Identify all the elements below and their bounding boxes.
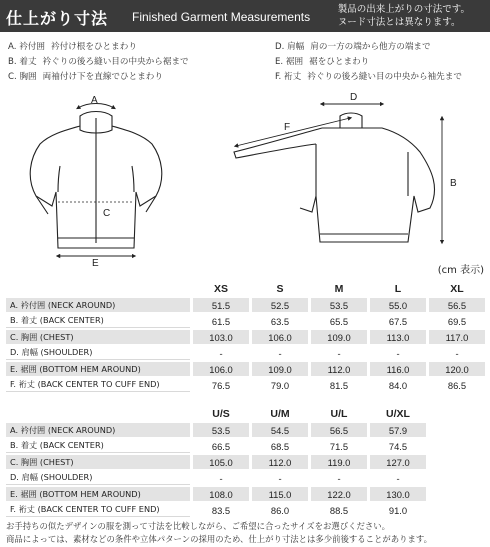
title-jp: 仕上がり寸法 <box>6 9 109 28</box>
table1-header-row <box>6 281 485 296</box>
header-note-line1: 製品の出来上がりの寸法です。 <box>337 4 470 15</box>
table-row <box>6 487 426 501</box>
table-cell: 56.5 <box>311 423 367 437</box>
garment-diagram-svg <box>0 88 490 266</box>
row-label: D. 肩幅 (SHOULDER) <box>6 471 190 485</box>
back-garment <box>234 113 435 242</box>
measure-f-arrow <box>236 118 350 146</box>
row-label: E. 裾囲 (BOTTOM HEM AROUND) <box>6 487 190 501</box>
table-cell: 116.0 <box>370 362 426 376</box>
table-cell: 52.5 <box>252 298 308 312</box>
definition-b: B. 着丈 衿ぐりの後ろ縫い目の中央から裾まで <box>8 57 189 67</box>
row-label: F. 裄丈 (BACK CENTER TO CUFF END) <box>6 378 190 392</box>
table-cell: 61.5 <box>193 314 249 328</box>
table-cell: 84.0 <box>370 378 426 392</box>
label-b: B <box>450 178 457 189</box>
definition-e: E. 裾囲 裾をひとまわり <box>275 57 370 67</box>
table-cell: 117.0 <box>429 330 485 344</box>
table-cell: 106.0 <box>193 362 249 376</box>
row-label: A. 衿付囲 (NECK AROUND) <box>6 298 190 312</box>
header-note-line2: ヌード寸法とは異なります。 <box>337 17 461 28</box>
table-cell: 91.0 <box>370 503 426 517</box>
row-label: D. 肩幅 (SHOULDER) <box>6 346 190 360</box>
definitions-left <box>8 40 189 85</box>
table-cell: 105.0 <box>193 455 249 469</box>
table-cell: - <box>370 471 426 485</box>
definition-f: F. 裄丈 衿ぐりの後ろ縫い目の中央から袖先まで <box>275 72 462 82</box>
label-d: D <box>350 92 358 103</box>
table-row <box>6 423 426 437</box>
table-cell: 109.0 <box>252 362 308 376</box>
table-cell: 65.5 <box>311 314 367 328</box>
table2-header-uxl: U/XL <box>386 407 410 420</box>
table-cell: - <box>252 471 308 485</box>
table-cell: - <box>311 346 367 360</box>
table-cell: 113.0 <box>370 330 426 344</box>
table-cell: 103.0 <box>193 330 249 344</box>
table-cell: 66.5 <box>193 439 249 453</box>
back-collar <box>340 113 362 128</box>
row-label: E. 裾囲 (BOTTOM HEM AROUND) <box>6 362 190 376</box>
table-cell: - <box>252 346 308 360</box>
table-cell: 54.5 <box>252 423 308 437</box>
label-a: A <box>91 95 98 106</box>
table-row <box>6 298 485 312</box>
row-label: C. 胸囲 (CHEST) <box>6 455 190 469</box>
footer-line1: お手持ちの似たデザインの服を測って寸法を比較しながら、ご希望に合ったサイズをお選びください。 <box>6 521 390 531</box>
table2-header-row <box>6 406 426 421</box>
label-c: C <box>103 208 111 219</box>
table-cell: 71.5 <box>311 439 367 453</box>
table-cell: 53.5 <box>193 423 249 437</box>
back-body <box>300 128 435 242</box>
table-cell: 108.0 <box>193 487 249 501</box>
table1-header-xl: XL <box>450 282 464 295</box>
size-table-standard <box>6 279 485 394</box>
table-cell: - <box>311 471 367 485</box>
table-cell: 112.0 <box>252 455 308 469</box>
table-row <box>6 503 426 517</box>
page-header <box>0 0 490 32</box>
unit-note: (cm 表示) <box>437 265 484 276</box>
table1-header-s: S <box>276 282 284 295</box>
table-cell: 63.5 <box>252 314 308 328</box>
table1-header-l: L <box>394 282 402 295</box>
table-cell: 127.0 <box>370 455 426 469</box>
garment-diagram <box>0 88 490 266</box>
table-cell: 51.5 <box>193 298 249 312</box>
table-cell: 120.0 <box>429 362 485 376</box>
footer-line2: 商品によっては、素材などの条件や立体パターンの採用のため、仕上がり寸法とは多少前後することがあります。 <box>6 534 432 544</box>
table-cell: 69.5 <box>429 314 485 328</box>
table1-header-m: M <box>334 282 344 295</box>
front-right-seam <box>132 166 134 192</box>
table-cell: 67.5 <box>370 314 426 328</box>
footer-notes <box>6 520 432 546</box>
title-en: Finished Garment Measurements <box>132 10 311 24</box>
definitions-right <box>275 40 462 85</box>
table-cell: 79.0 <box>252 378 308 392</box>
table-cell: 81.5 <box>311 378 367 392</box>
front-left-cuff <box>36 196 48 214</box>
table-cell: 86.0 <box>252 503 308 517</box>
table-cell: 112.0 <box>311 362 367 376</box>
table-cell: - <box>193 346 249 360</box>
table-row <box>6 378 485 392</box>
table-cell: - <box>193 471 249 485</box>
table-cell: 83.5 <box>193 503 249 517</box>
front-right-cuff <box>146 196 156 212</box>
table-cell: 55.0 <box>370 298 426 312</box>
definition-d: D. 肩幅 肩の一方の端から他方の端まで <box>275 42 431 52</box>
table-cell: - <box>370 346 426 360</box>
table-cell: - <box>429 346 485 360</box>
table-cell: 119.0 <box>311 455 367 469</box>
header-note <box>338 3 470 29</box>
table-cell: 88.5 <box>311 503 367 517</box>
table-cell: 76.5 <box>193 378 249 392</box>
table-row <box>6 346 485 360</box>
table-cell: 109.0 <box>311 330 367 344</box>
definition-a: A. 衿付囲 衿付け根をひとまわり <box>8 42 137 52</box>
table-row <box>6 330 485 344</box>
front-left-seam <box>58 166 60 192</box>
table-row <box>6 314 485 328</box>
table2-header-ul: U/L <box>330 407 348 420</box>
label-e: E <box>92 258 99 266</box>
table-row <box>6 362 485 376</box>
table1-header-xs: XS <box>213 282 228 295</box>
row-label: A. 衿付囲 (NECK AROUND) <box>6 423 190 437</box>
table2-header-um: U/M <box>270 407 290 420</box>
table-cell: 86.5 <box>429 378 485 392</box>
table-row <box>6 439 426 453</box>
table-row <box>6 455 426 469</box>
row-label: B. 着丈 (BACK CENTER) <box>6 314 190 328</box>
table-cell: 57.9 <box>370 423 426 437</box>
front-garment <box>30 112 162 249</box>
table-cell: 53.5 <box>311 298 367 312</box>
table-cell: 56.5 <box>429 298 485 312</box>
table-cell: 106.0 <box>252 330 308 344</box>
table-cell: 115.0 <box>252 487 308 501</box>
table-row <box>6 471 426 485</box>
definition-c: C. 胸囲 両袖付け下を直線でひとまわり <box>8 72 163 82</box>
row-label: B. 着丈 (BACK CENTER) <box>6 439 190 453</box>
label-f: F <box>284 122 291 133</box>
size-table-unisex <box>6 404 426 519</box>
table-cell: 130.0 <box>370 487 426 501</box>
row-label: C. 胸囲 (CHEST) <box>6 330 190 344</box>
table-cell: 122.0 <box>311 487 367 501</box>
table2-header-us: U/S <box>212 407 230 420</box>
table-cell: 68.5 <box>252 439 308 453</box>
table-cell: 74.5 <box>370 439 426 453</box>
row-label: F. 裄丈 (BACK CENTER TO CUFF END) <box>6 503 190 517</box>
